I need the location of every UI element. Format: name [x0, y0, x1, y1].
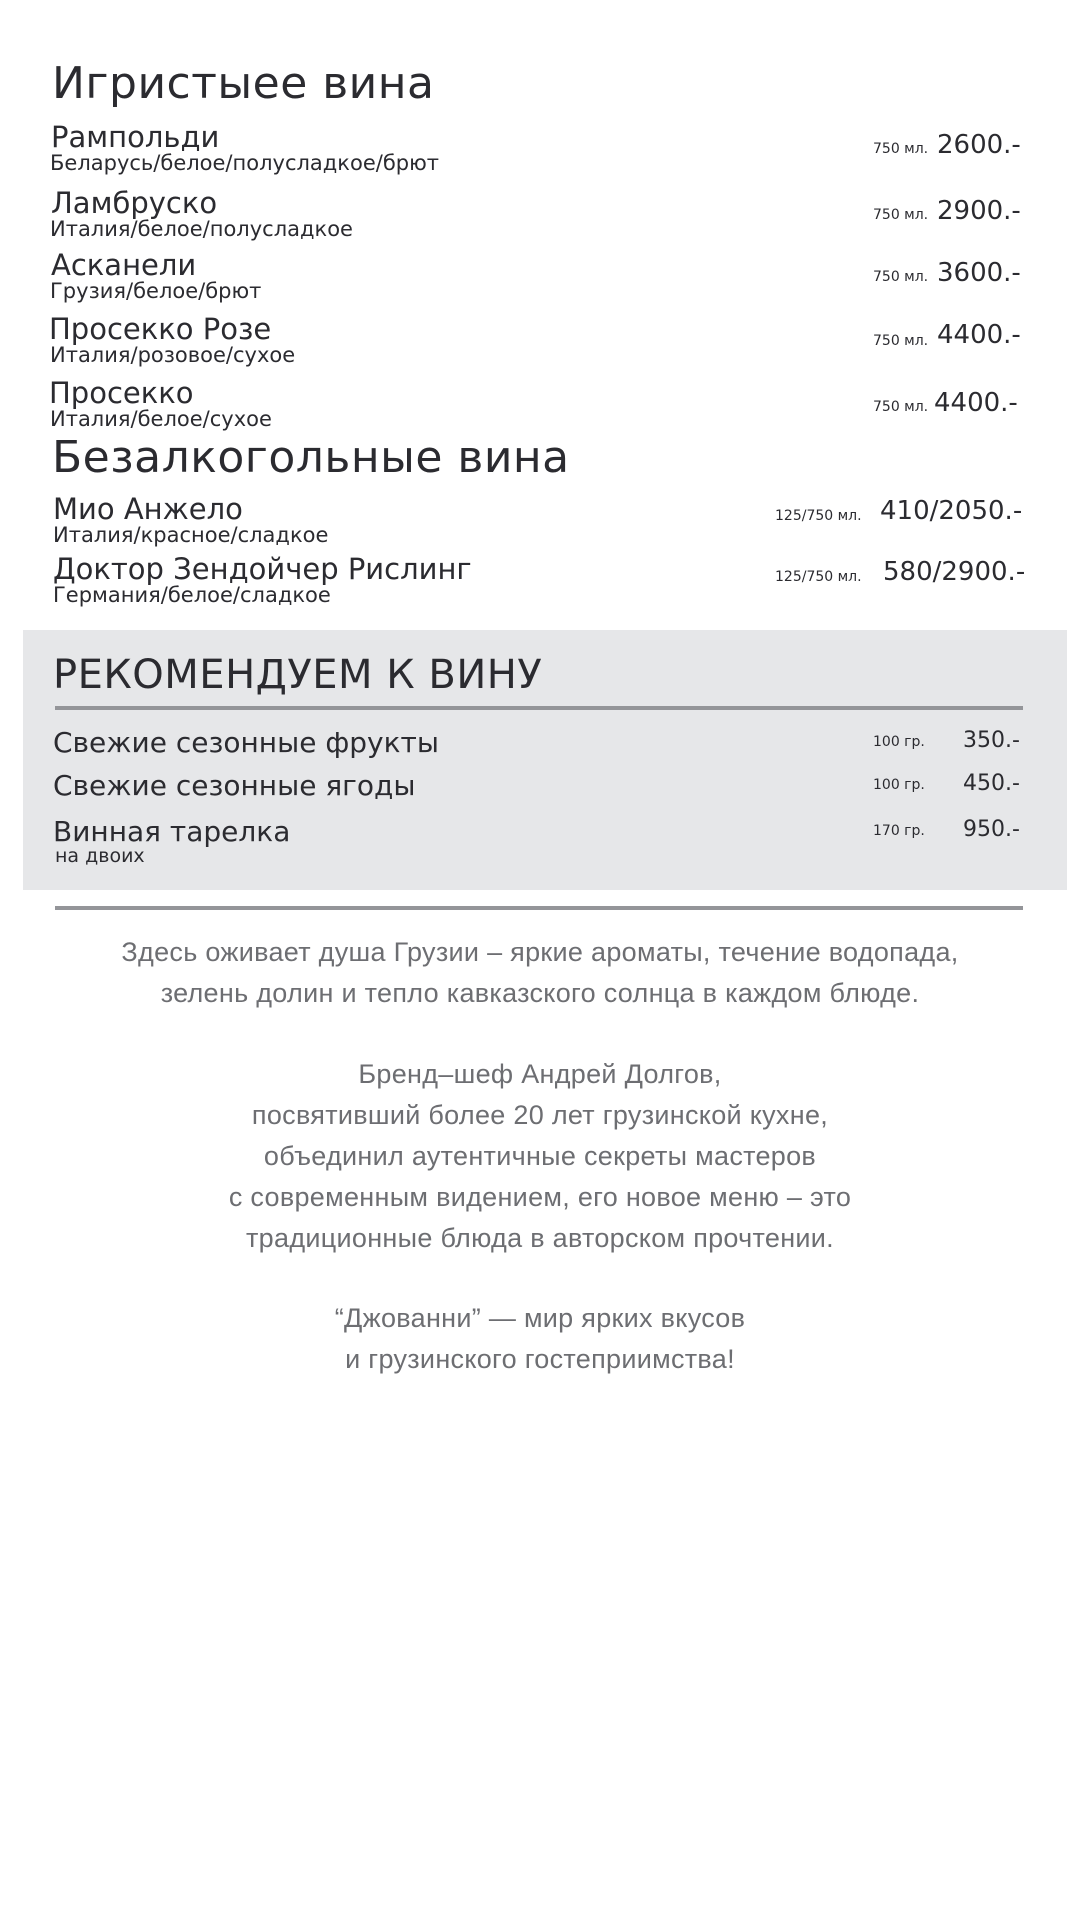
about-paragraph-3 [0, 1298, 1080, 1380]
recommend-panel [23, 630, 1067, 890]
about-line: традиционные блюда в авторском прочтении. [246, 1223, 834, 1253]
menu-item [0, 120, 1080, 180]
item-volume: 750 мл. [873, 269, 929, 285]
item-volume: 125/750 мл. [775, 508, 862, 524]
about-paragraph-2 [0, 1054, 1080, 1259]
item-name: Просекко [49, 376, 194, 410]
about-line: объединил аутентичные секреты мастеров [263, 1141, 817, 1171]
recommend-divider [55, 706, 1023, 710]
item-weight: 170 гр. [873, 823, 925, 839]
item-volume: 750 мл. [873, 141, 929, 157]
item-name: Просекко Розе [49, 312, 272, 346]
recommend-item [23, 726, 1067, 766]
about-line: Бренд–шеф Андрей Долгов, [358, 1059, 722, 1089]
item-price: 2900.- [937, 196, 1021, 226]
item-name: Ламбруско [51, 186, 218, 220]
item-description: Италия/белое/сухое [50, 407, 272, 431]
recommend-item [23, 815, 1067, 867]
item-volume: 125/750 мл. [775, 569, 862, 585]
item-description: Италия/белое/полусладкое [50, 217, 353, 241]
item-price: 350.- [963, 728, 1020, 753]
menu-item [0, 376, 1080, 436]
item-description: Беларусь/белое/полусладкое/брют [50, 151, 440, 175]
about-paragraph-1 [0, 932, 1080, 1014]
item-weight: 100 гр. [873, 777, 925, 793]
bottom-divider [55, 906, 1023, 910]
menu-item [0, 492, 1080, 552]
item-volume: 750 мл. [873, 333, 929, 349]
about-line: с современным видением, его новое меню – это [228, 1182, 852, 1212]
item-name: Мио Анжело [53, 492, 243, 526]
sparkling-section-title: Игристыее вина [52, 58, 435, 109]
menu-item [0, 186, 1080, 246]
item-price: 4400.- [937, 320, 1021, 350]
item-price: 4400.- [934, 388, 1018, 418]
about-line: и грузинского гостеприимства! [345, 1344, 735, 1374]
item-price: 2600.- [937, 130, 1021, 160]
menu-item [0, 312, 1080, 372]
menu-item [0, 248, 1080, 308]
item-name: Рампольди [51, 120, 220, 154]
item-price: 450.- [963, 771, 1020, 796]
recommend-title: РЕКОМЕНДУЕМ К ВИНУ [53, 652, 543, 698]
item-name: Свежие сезонные фрукты [53, 726, 439, 759]
item-volume: 750 мл. [873, 399, 929, 415]
item-name: Свежие сезонные ягоды [53, 769, 416, 802]
item-name: Асканели [51, 248, 197, 282]
item-name: Винная тарелка [53, 815, 291, 848]
about-line: “Джованни” — мир ярких вкусов [334, 1303, 746, 1333]
menu-item [0, 552, 1080, 612]
item-note: на двоих [55, 845, 145, 867]
item-description: Италия/розовое/сухое [50, 343, 296, 367]
item-name: Доктор Зендойчер Рислинг [53, 552, 472, 586]
recommend-item [23, 769, 1067, 809]
item-price: 580/2900.- [883, 557, 1026, 587]
item-price: 3600.- [937, 258, 1021, 288]
item-price: 950.- [963, 817, 1020, 842]
about-line: посвятивший более 20 лет грузинской кухне, [251, 1100, 829, 1130]
nonalcoholic-section-title: Безалкогольные вина [52, 432, 570, 483]
item-description: Германия/белое/сладкое [53, 583, 331, 607]
about-line: зелень долин и тепло кавказского солнца в каждом блюде. [160, 978, 920, 1008]
item-description: Италия/красное/сладкое [53, 523, 329, 547]
about-line: Здесь оживает душа Грузии – яркие ароматы, течение водопада, [121, 937, 959, 967]
item-weight: 100 гр. [873, 734, 925, 750]
item-volume: 750 мл. [873, 207, 929, 223]
item-description: Грузия/белое/брют [50, 279, 262, 303]
item-price: 410/2050.- [880, 496, 1023, 526]
